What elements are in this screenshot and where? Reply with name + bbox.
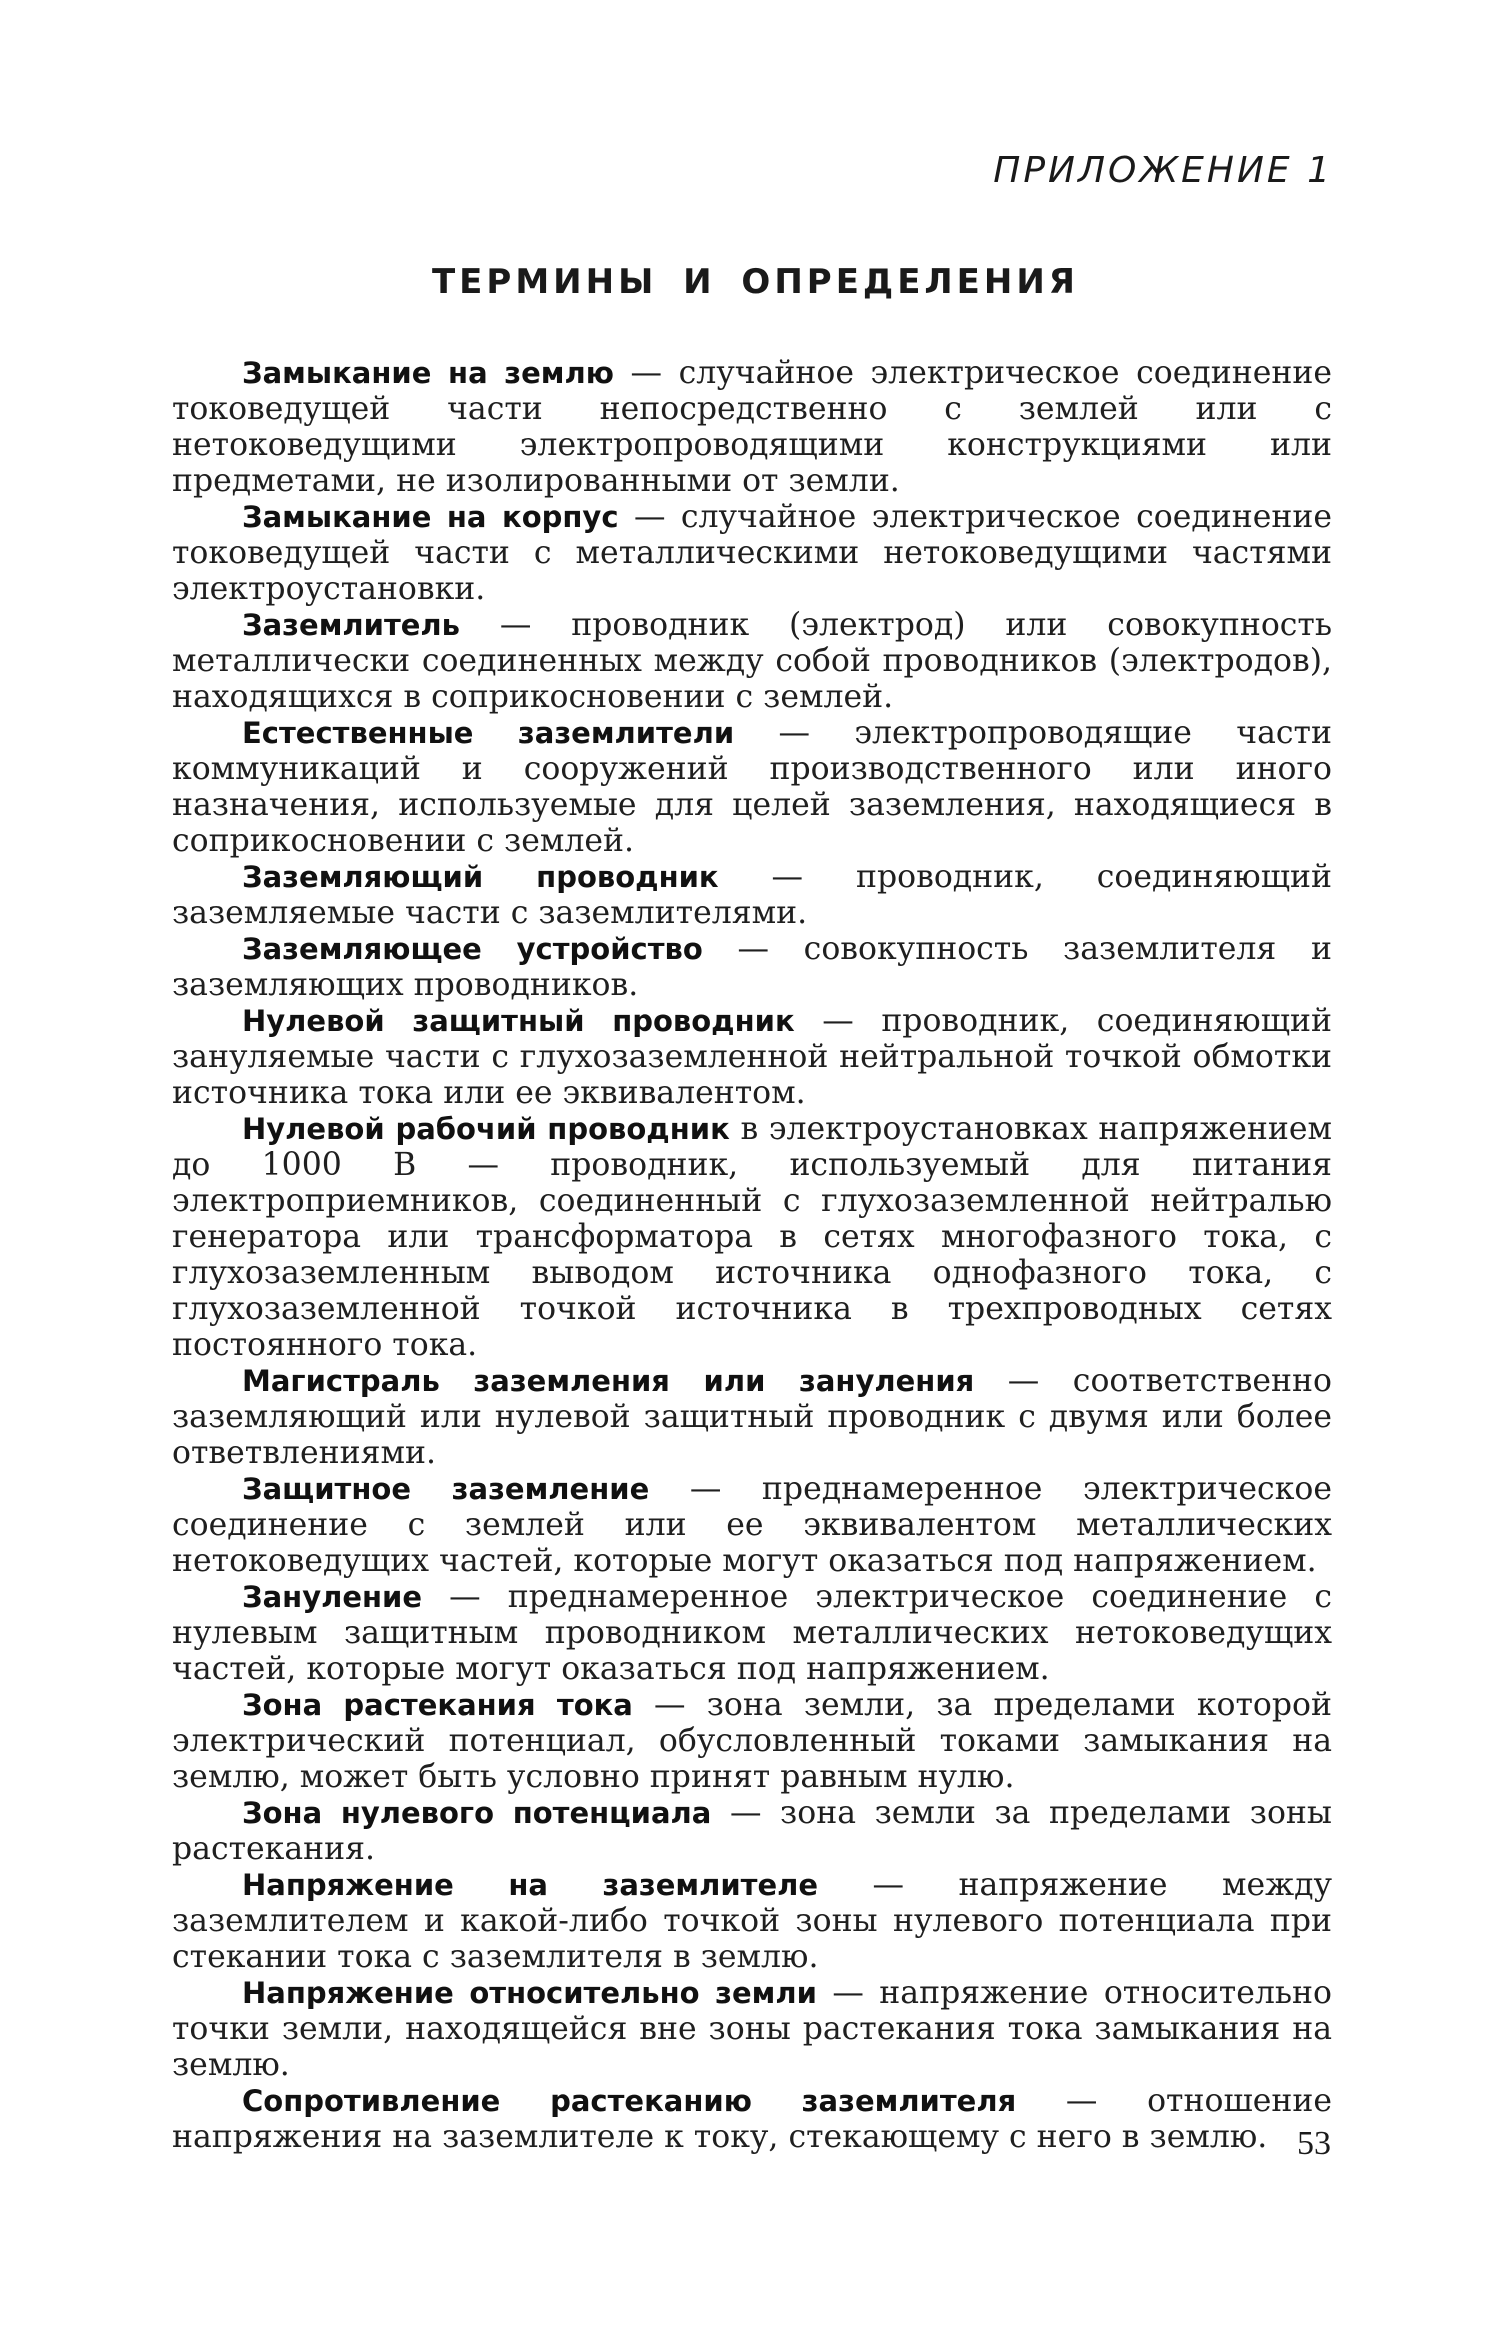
term: Сопротивление растеканию заземлителя (242, 2084, 1017, 2118)
definition-text: — преднамеренное электрическое соединение с землей или ее эквивалентом металлических нетоковедущих частей, которые могут оказаться под напряжением. (172, 1471, 1332, 1579)
term: Напряжение относительно земли (242, 1976, 817, 2010)
definition-entry (172, 931, 1332, 1003)
definition-entry (172, 1579, 1332, 1687)
term: Магистраль заземления или зануления (242, 1364, 975, 1398)
definition-entry (172, 1867, 1332, 1975)
term: Естественные заземлители (242, 716, 735, 750)
term: Замыкание на корпус (242, 500, 619, 534)
term: Заземляющее устройство (242, 932, 703, 966)
definition-text: — случайное электрическое соединение токоведущей части с металлическими нетоковедущими частями электроустановки. (172, 499, 1332, 607)
definition-entry (172, 355, 1332, 499)
definition-text: — проводник, соединяющий зануляемые части с глухозаземленной нейтральной точкой обмотки источника тока или ее эквивалентом. (172, 1003, 1333, 1111)
definition-text: — отношение напряжения на заземлителе к току, стекающему с него в землю. (172, 2083, 1332, 2155)
appendix-label: ПРИЛОЖЕНИЕ 1 (993, 150, 1333, 191)
definition-text: — напряжение относительно точки земли, находящейся вне зоны растекания тока замыкания на землю. (172, 1975, 1332, 2083)
definition-text: — совокупность заземлителя и заземляющих проводников. (172, 931, 1332, 1003)
definition-entry (172, 1471, 1332, 1579)
definition-text: — электропроводящие части коммуникаций и сооружений производственного или иного назначения, используемые для целей заземления, находящиеся в соприкосновении с землей. (172, 715, 1332, 859)
definition-entry (172, 859, 1332, 931)
term: Защитное заземление (242, 1472, 650, 1506)
definition-text: — зона земли за пределами зоны растекания. (172, 1795, 1332, 1867)
definition-text: — проводник, соединяющий заземляемые части с заземлителями. (172, 859, 1332, 931)
term: Зона растекания тока (242, 1688, 633, 1722)
definition-entry (172, 715, 1332, 859)
term: Замыкание на землю (242, 356, 614, 390)
term: Заземлитель (242, 608, 461, 642)
term: Заземляющий проводник (242, 860, 719, 894)
term: Зануление (242, 1580, 423, 1614)
definition-text: — случайное электрическое соединение токоведущей части непосредственно с землей или с нетоковедущими электропроводящими конструкциями или предметами, не изолированными от земли. (172, 355, 1332, 499)
definition-entry (172, 1975, 1332, 2083)
term: Нулевой рабочий проводник (242, 1112, 730, 1146)
page-number: 53 (1297, 2125, 1331, 2162)
definition-text: в электроустановках напряжением до 1000 В — проводник, используемый для питания электроприемников, соединенный с глухозаземленной нейтралью генератора или трансформатора в сетях многофазного тока, с глухозаземленным выводом источника однофазного тока, с глухозаземленной точкой источника в трехпроводных сетях постоянного тока. (172, 1111, 1332, 1363)
definition-text: — преднамеренное электрическое соединение с нулевым защитным проводником металлических нетоковедущих частей, которые могут оказаться под напряжением. (172, 1579, 1332, 1687)
definition-entry (172, 1795, 1332, 1867)
definition-entry (172, 1111, 1332, 1363)
term: Зона нулевого потенциала (242, 1796, 712, 1830)
definitions-list (172, 355, 1332, 2155)
definition-entry (172, 1003, 1332, 1111)
definition-entry (172, 607, 1332, 715)
definition-text: — соответственно заземляющий или нулевой защитный проводник с двумя или более ответвлениями. (172, 1363, 1332, 1471)
definition-text: — напряжение между заземлителем и какой-либо точкой зоны нулевого потенциала при стекании тока с заземлителя в землю. (172, 1867, 1332, 1975)
definition-entry (172, 499, 1332, 607)
term: Напряжение на заземлителе (242, 1868, 819, 1902)
definition-entry (172, 1687, 1332, 1795)
page-title: ТЕРМИНЫ И ОПРЕДЕЛЕНИЯ (431, 262, 1079, 302)
definition-text: — зона земли, за пределами которой электрический потенциал, обусловленный токами замыкания на землю, может быть условно принят равным нулю. (172, 1687, 1332, 1795)
definition-entry (172, 2083, 1332, 2155)
definition-entry (172, 1363, 1332, 1471)
term: Нулевой защитный проводник (242, 1004, 795, 1038)
definition-text: — проводник (электрод) или совокупность металлически соединенных между собой проводников (электродов), находящихся в соприкосновении с землей. (172, 607, 1332, 715)
